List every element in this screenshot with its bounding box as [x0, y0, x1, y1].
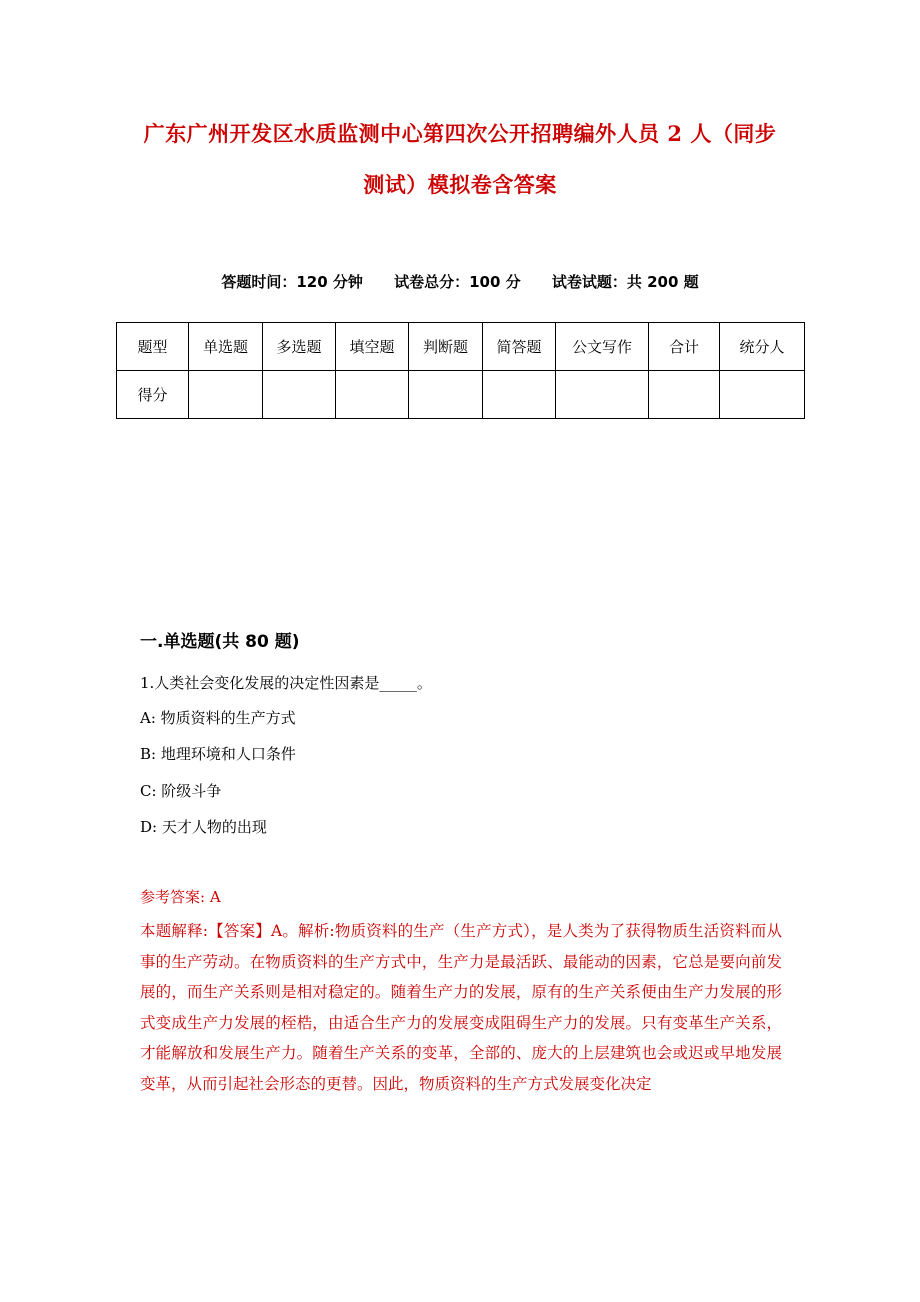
document-title-line-2: 测试）模拟卷含答案 — [363, 172, 557, 197]
exam-total-score: 试卷总分：100 分 — [394, 273, 521, 291]
score-table-header-cell: 公文写作 — [556, 323, 649, 371]
score-table-header-cell: 简答题 — [483, 323, 556, 371]
section-title: 一.单选题(共 80 题) — [140, 632, 300, 652]
score-row-label: 得分 — [117, 371, 189, 419]
score-table-header-cell: 多选题 — [263, 323, 336, 371]
answer-explanation: 本题解释:【答案】A。解析:物质资料的生产（生产方式），是人类为了获得物质生活资料而从事的生产劳动。在物质资料的生产方式中，生产力是最活跃、最能动的因素，它总是要向前发展的，而生产关系则是相对稳定的。随着生产力的发展，原有的生产关系便由生产力发展的形式变成生产力发展的桎梏，由适合生产力的发展变成阻碍生产力的发展。只有变革生产关系，才能解放和发展生产力。随着生产关系的变革，全部的、庞大的上层建筑也会或迟或早地发展变革，从而引起社会形态的更替。因此，物质资料的生产方式发展变化决定 — [140, 922, 782, 1093]
score-table — [116, 322, 805, 419]
option-d: D: 天才人物的出现 — [140, 818, 267, 836]
option-c: C: 阶级斗争 — [140, 782, 222, 800]
exam-time: 答题时间：120 分钟 — [221, 273, 363, 291]
reference-answer: 参考答案: A — [140, 888, 221, 906]
score-cell — [189, 371, 263, 419]
score-table-header-cell: 填空题 — [336, 323, 409, 371]
option-b: B: 地理环境和人口条件 — [140, 745, 296, 763]
document-title-line-1: 广东广州开发区水质监测中心第四次公开招聘编外人员 2 人（同步 — [143, 121, 777, 146]
score-cell — [263, 371, 336, 419]
score-table-header-cell: 统分人 — [720, 323, 805, 371]
score-table-header-cell: 单选题 — [189, 323, 263, 371]
score-cell — [649, 371, 720, 419]
score-table-header-row — [117, 323, 805, 371]
exam-total-questions: 试卷试题：共 200 题 — [551, 273, 699, 291]
option-a: A: 物质资料的生产方式 — [140, 709, 296, 727]
score-cell — [556, 371, 649, 419]
score-table-header-cell: 合计 — [649, 323, 720, 371]
score-table-score-row — [117, 371, 805, 419]
score-cell — [409, 371, 483, 419]
score-cell — [483, 371, 556, 419]
score-cell — [720, 371, 805, 419]
score-cell — [336, 371, 409, 419]
question-stem: 1.人类社会变化发展的决定性因素是_____。 — [140, 674, 432, 692]
exam-meta — [0, 271, 920, 292]
score-table-header-cell: 判断题 — [409, 323, 483, 371]
score-table-header-cell: 题型 — [117, 323, 189, 371]
